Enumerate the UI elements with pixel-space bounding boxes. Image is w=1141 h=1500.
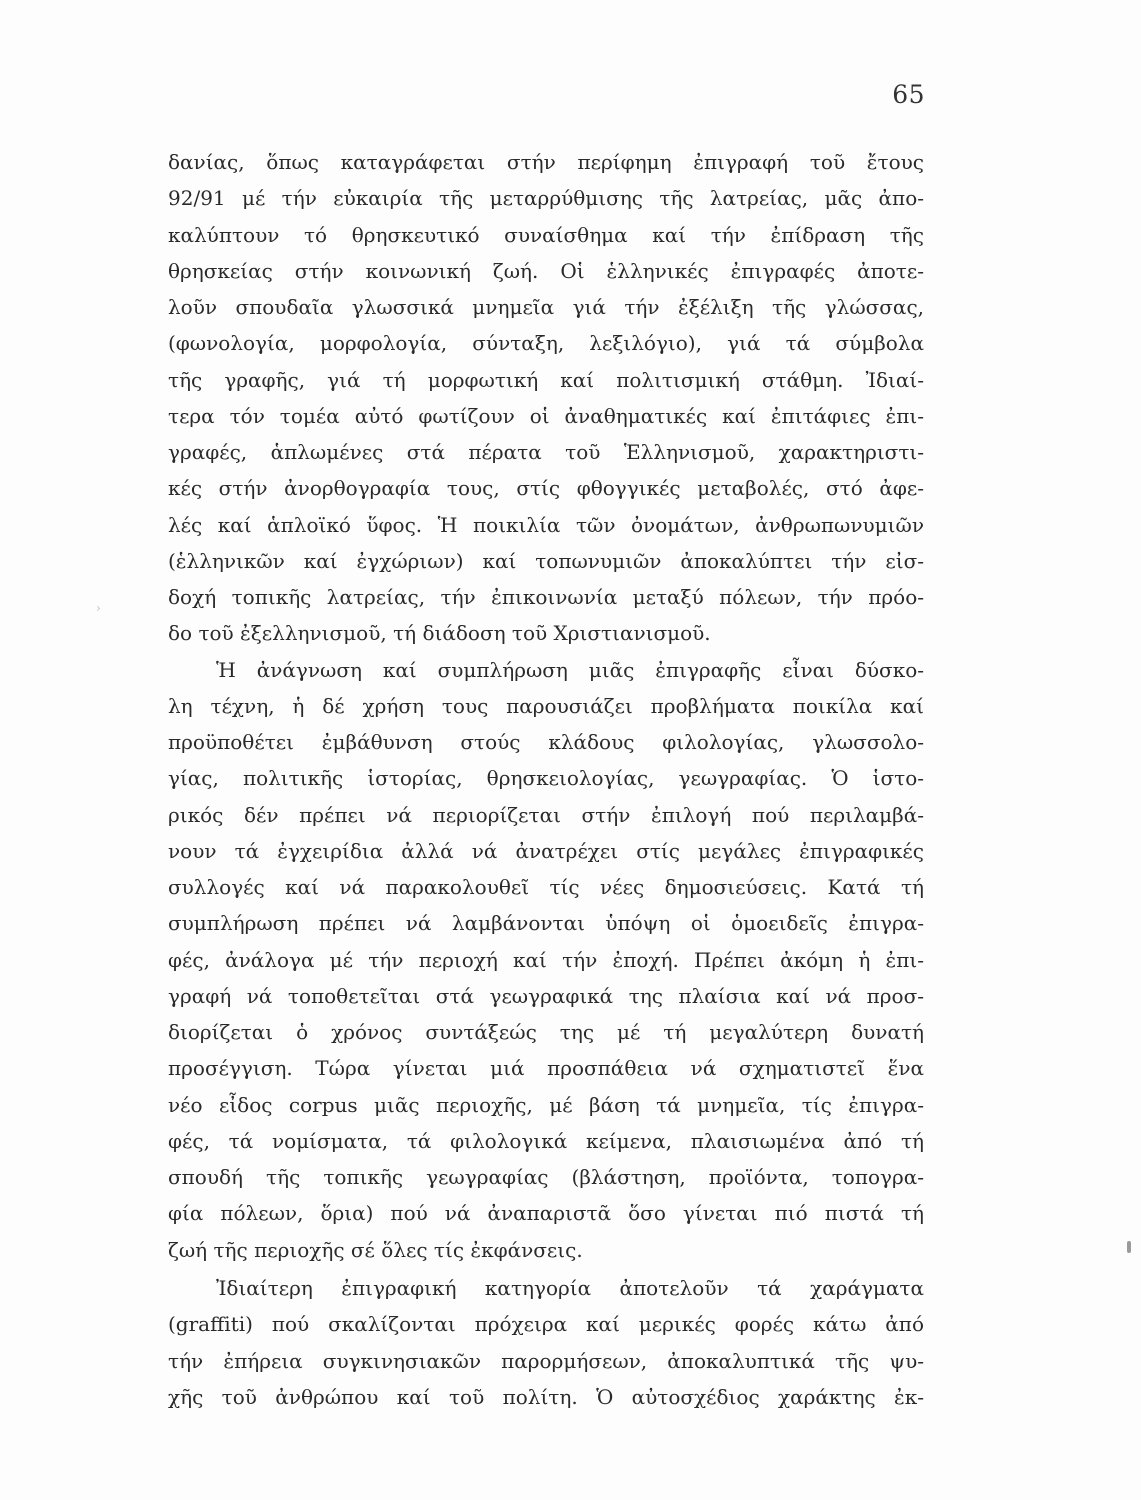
text-line: (ἑλληνικῶν καί ἐγχώριων) καί τοπωνυμιῶν ἀποκαλύπτει τήν εἰσ- xyxy=(168,548,924,573)
text-line: κές στήν ἀνορθογραφία τους, στίς φθογγικές μεταβολές, στό ἀφε- xyxy=(168,476,924,501)
text-line: 92/91 μέ τήν εὐκαιρία τῆς μεταρρύθμισης τῆς λατρείας, μᾶς ἀπο- xyxy=(168,186,924,211)
paragraph-1 xyxy=(168,144,924,652)
text-line: γραφές, ἁπλωμένες στά πέρατα τοῦ Ἑλληνισμοῦ, χαρακτηριστι- xyxy=(168,440,924,464)
text-line: νέο εἶδος corpus μιᾶς περιοχῆς, μέ βάση τά μνημεῖα, τίς ἐπιγρα- xyxy=(168,1092,924,1117)
text-line: τῆς γραφῆς, γιά τή μορφωτική καί πολιτισμική στάθμη. Ἰδιαί- xyxy=(168,367,924,392)
text-line: ρικός δέν πρέπει νά περιορίζεται στήν ἐπιλογή πού περιλαμβά- xyxy=(168,802,924,827)
text-line: φές, ἀνάλογα μέ τήν περιοχή καί τήν ἐποχή. Πρέπει ἀκόμη ἡ ἐπι- xyxy=(168,947,924,972)
text-line: λη τέχνη, ἡ δέ χρήση τους παρουσιάζει προβλήματα ποικίλα καί xyxy=(168,693,924,718)
text-line: προσέγγιση. Τώρα γίνεται μιά προσπάθεια νά σχηματιστεῖ ἕνα xyxy=(168,1056,924,1081)
text-line: δο τοῦ ἐξελληνισμοῦ, τή διάδοση τοῦ Χριστιανισμοῦ. xyxy=(168,621,711,646)
text-line: συλλογές καί νά παρακολουθεῖ τίς νέες δημοσιεύσεις. Κατά τή xyxy=(168,875,924,899)
paragraph-3 xyxy=(168,1270,924,1415)
text-line: δανίας, ὅπως καταγράφεται στήν περίφημη ἐπιγραφή τοῦ ἔτους xyxy=(168,150,924,174)
text-line: Ἡ ἀνάγνωση καί συμπλήρωση μιᾶς ἐπιγραφῆς εἶναι δύσκο- xyxy=(216,657,924,682)
text-line: συμπλήρωση πρέπει νά λαμβάνονται ὑπόψη οἱ ὁμοειδεῖς ἐπιγρα- xyxy=(168,911,924,936)
text-line: ζωή τῆς περιοχῆς σέ ὅλες τίς ἐκφάνσεις. xyxy=(168,1237,583,1262)
text-line: τερα τόν τομέα αὐτό φωτίζουν οἱ ἀναθηματικές καί ἐπιτάφιες ἐπι- xyxy=(168,403,924,428)
text-line: γραφή νά τοποθετεῖται στά γεωγραφικά της πλαίσια καί νά προσ- xyxy=(168,983,924,1008)
page-number: 65 xyxy=(892,80,925,109)
text-line: νουν τά ἐγχειρίδια ἀλλά νά ἀνατρέχει στίς μεγάλες ἐπιγραφικές xyxy=(168,838,924,863)
text-line: χῆς τοῦ ἀνθρώπου καί τοῦ πολίτη. Ὁ αὐτοσχέδιος χαράκτης ἐκ- xyxy=(168,1384,924,1409)
text-line: προϋποθέτει ἐμβάθυνση στούς κλάδους φιλολογίας, γλωσσολο- xyxy=(168,730,924,754)
text-line: δοχή τοπικῆς λατρείας, τήν ἐπικοινωνία μεταξύ πόλεων, τήν πρόο- xyxy=(168,585,924,609)
text-line: λές καί ἁπλοϊκό ὕφος. Ἡ ποικιλία τῶν ὀνομάτων, ἀνθρωπωνυμιῶν xyxy=(168,512,924,537)
text-line: σπουδή τῆς τοπικῆς γεωγραφίας (βλάστηση, προϊόντα, τοπογρα- xyxy=(168,1165,924,1189)
text-line: (graffiti) πού σκαλίζονται πρόχειρα καί μερικές φορές κάτω ἀπό xyxy=(168,1312,924,1337)
text-line: θρησκείας στήν κοινωνική ζωή. Οἱ ἑλληνικές ἐπιγραφές ἀποτε- xyxy=(168,258,924,283)
text-block-upper xyxy=(168,144,924,1268)
text-block-lower xyxy=(168,1270,924,1415)
text-line: (φωνολογία, μορφολογία, σύνταξη, λεξιλόγιο), γιά τά σύμβολα xyxy=(168,331,924,356)
text-line: τήν ἐπήρεια συγκινησιακῶν παρορμήσεων, ἀποκαλυπτικά τῆς ψυ- xyxy=(168,1348,924,1373)
text-line: γίας, πολιτικῆς ἱστορίας, θρησκειολογίας, γεωγραφίας. Ὁ ἱστο- xyxy=(168,766,924,791)
text-line: φές, τά νομίσματα, τά φιλολογικά κείμενα, πλαισιωμένα ἀπό τή xyxy=(168,1128,924,1153)
paragraph-2 xyxy=(168,652,924,1268)
text-line: διορίζεται ὁ χρόνος συντάξεώς της μέ τή μεγαλύτερη δυνατή xyxy=(168,1020,924,1044)
text-line: καλύπτουν τό θρησκευτικό συναίσθημα καί τήν ἐπίδραση τῆς xyxy=(168,222,924,247)
text-line: φία πόλεων, ὅρια) πού νά ἀναπαριστᾶ ὅσο γίνεται πιό πιστά τή xyxy=(168,1201,924,1226)
text-line: Ἰδιαίτερη ἐπιγραφική κατηγορία ἀποτελοῦν τά χαράγματα xyxy=(216,1276,924,1300)
text-line: λοῦν σπουδαῖα γλωσσικά μνημεῖα γιά τήν ἐξέλιξη τῆς γλώσσας, xyxy=(168,295,924,319)
margin-arrow-icon: › xyxy=(96,601,101,615)
scan-edge-mark xyxy=(1127,1241,1131,1253)
